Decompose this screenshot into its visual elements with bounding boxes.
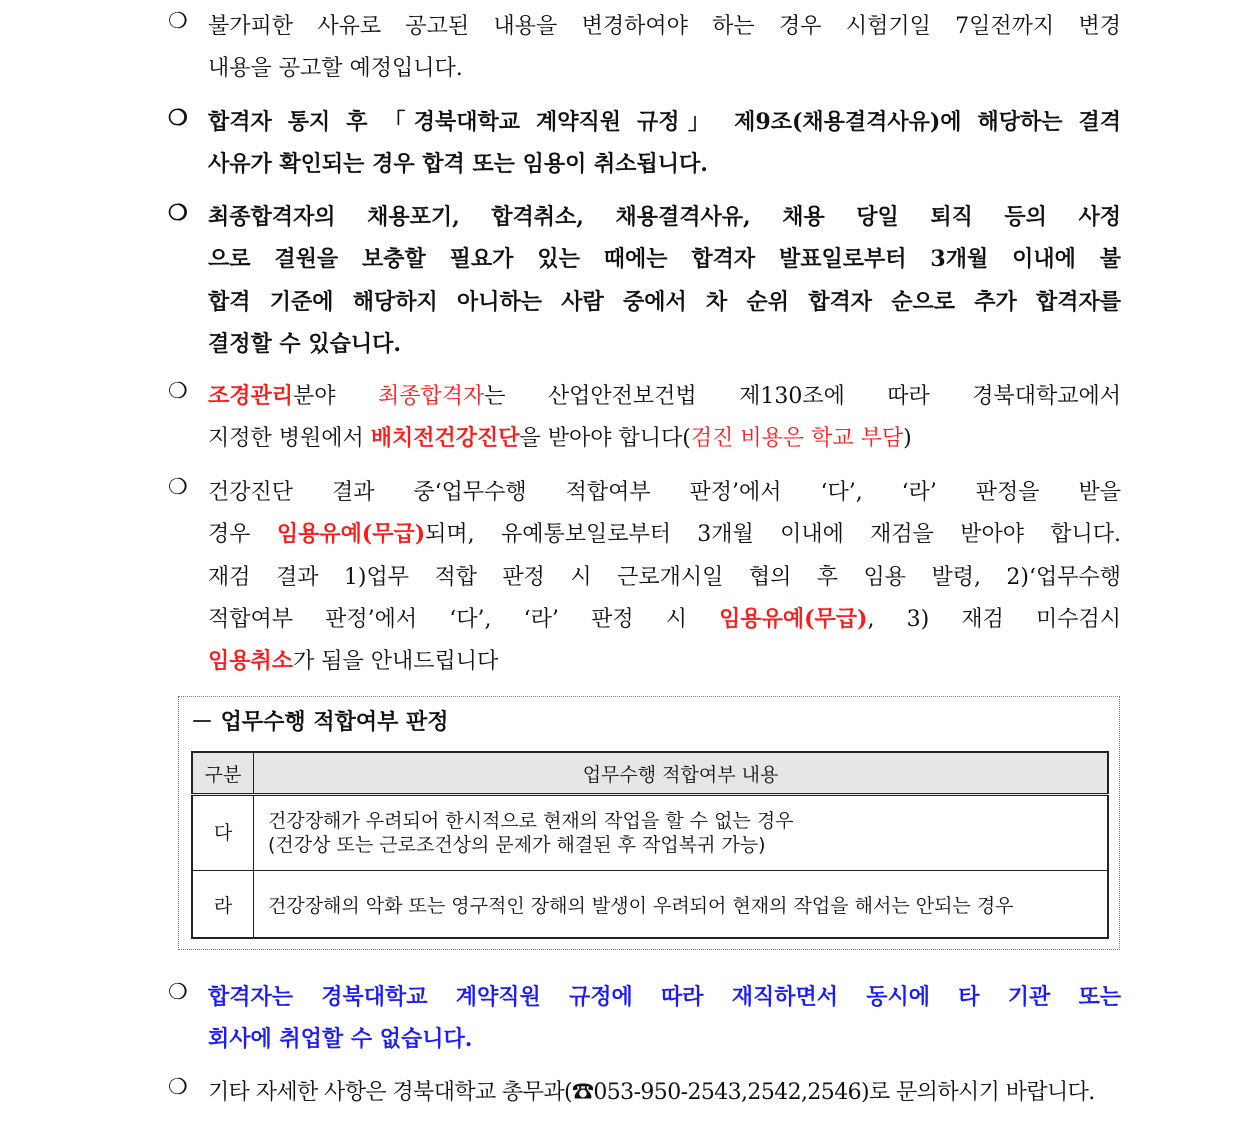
appointment-cancellation: 임용취소 — [208, 648, 294, 674]
column-header-content: 업무수행 적합여부 내용 — [254, 752, 1109, 795]
notice-text: 합격자는 경북대학교 계약직원 규정에 따라 재직하면서 동시에 타 기관 또는 — [208, 984, 1121, 1010]
notice-text — [208, 644, 498, 675]
text-fragment: , 3) 재검 미수검시 — [867, 607, 1121, 632]
text-fragment: 는 산업안전보건법 제130조에 따라 경북대학교에서 — [484, 384, 1122, 409]
circle-bullet-icon: ❍ — [168, 379, 188, 404]
pre-placement-health-check: 배치전건강진단 — [370, 425, 520, 451]
notice-text — [208, 379, 1121, 410]
notice-text — [208, 421, 912, 452]
table-row — [192, 871, 1108, 939]
notice-text: 합격 기준에 해당하지 아니하는 사람 중에서 차 순위 합격자 순으로 추가 합격자를 — [208, 289, 1121, 315]
judgement-box — [178, 696, 1120, 950]
notice-text: 회사에 취업할 수 없습니다. — [208, 1026, 473, 1052]
notice-text: 사유가 확인되는 경우 합격 또는 임용이 취소됩니다. — [208, 151, 708, 177]
table-header-row — [192, 752, 1108, 795]
cost-note: 검진 비용은 학교 부담 — [690, 426, 904, 451]
text-fragment: 을 받아야 합니다( — [519, 426, 691, 451]
column-header-grade: 구분 — [192, 752, 254, 795]
notice-text: 건강진단 결과 중‘업무수행 적합여부 판정’에서 ‘다’, ‘라’ 판정을 받을 — [208, 480, 1121, 505]
content-line: 건강장해의 악화 또는 영구적인 장해의 발생이 우려되어 현재의 작업을 해서는 안되는 경우 — [268, 894, 1014, 917]
content-line: 건강장해가 우려되어 한시적으로 현재의 작업을 할 수 없는 경우 — [268, 810, 794, 832]
judgement-table — [191, 751, 1109, 939]
circle-bullet-icon: ❍ — [168, 980, 188, 1005]
notice-text: 으로 결원을 보충할 필요가 있는 때에는 합격자 발표일로부터 3개월 이내에 불 — [208, 246, 1121, 272]
circle-bullet-icon: ❍ — [168, 1075, 188, 1100]
appointment-deferral: 임용유예(무급) — [719, 606, 868, 632]
text-fragment: 가 됨을 안내드립니다 — [293, 649, 499, 674]
notice-text — [208, 517, 1121, 548]
text-fragment: 적합여부 판정’에서 ‘다’, ‘라’ 판정 시 — [208, 607, 720, 632]
grade-cell: 다 — [192, 795, 254, 871]
notice-text: 내용을 공고할 예정입니다. — [208, 56, 463, 81]
text-fragment: ) — [903, 426, 912, 451]
notice-text: 결정할 수 있습니다. — [208, 331, 401, 357]
text-fragment: 경우 — [208, 522, 277, 547]
notice-text: 합격자 통지 후 「경북대학교 계약직원 규정」 제9조(채용결격사유)에 해당하는 결격 — [208, 109, 1121, 135]
content-line: (건강상 또는 근로조건상의 문제가 해결된 후 작업복귀 가능) — [268, 834, 766, 856]
judgement-box-title: － 업무수행 적합여부 판정 — [191, 710, 449, 735]
grade-cell: 라 — [192, 871, 254, 939]
notice-text: 최종합격자의 채용포기, 합격취소, 채용결격사유, 채용 당일 퇴직 등의 사정 — [208, 204, 1121, 230]
content-cell — [254, 795, 1109, 871]
circle-bullet-icon: ❍ — [168, 105, 188, 131]
notice-text: 불가피한 사유로 공고된 내용을 변경하여야 하는 경우 시험기일 7일전까지 변경 — [208, 14, 1121, 39]
content-cell — [254, 871, 1109, 939]
final-passer: 최종합격자 — [377, 384, 485, 409]
table-row — [192, 795, 1108, 871]
circle-bullet-icon: ❍ — [168, 200, 188, 226]
notice-text: 기타 자세한 사항은 경북대학교 총무과(☎053-950-2543,2542,2546)로 문의하시기 바랍니다. — [208, 1080, 1095, 1105]
notice-text — [208, 602, 1121, 633]
circle-bullet-icon: ❍ — [168, 9, 188, 34]
text-fragment: 되며, 유예통보일로부터 3개월 이내에 재검을 받아야 합니다. — [425, 522, 1121, 547]
field-name: 조경관리 — [208, 383, 294, 409]
appointment-deferral: 임용유예(무급) — [276, 521, 426, 547]
notice-text: 재검 결과 1)업무 적합 판정 시 근로개시일 협의 후 임용 발령, 2)‘업무수행 — [208, 565, 1121, 590]
text-fragment: 지정한 병원에서 — [208, 426, 371, 451]
circle-bullet-icon: ❍ — [168, 475, 188, 500]
text-fragment: 분야 — [293, 384, 378, 409]
